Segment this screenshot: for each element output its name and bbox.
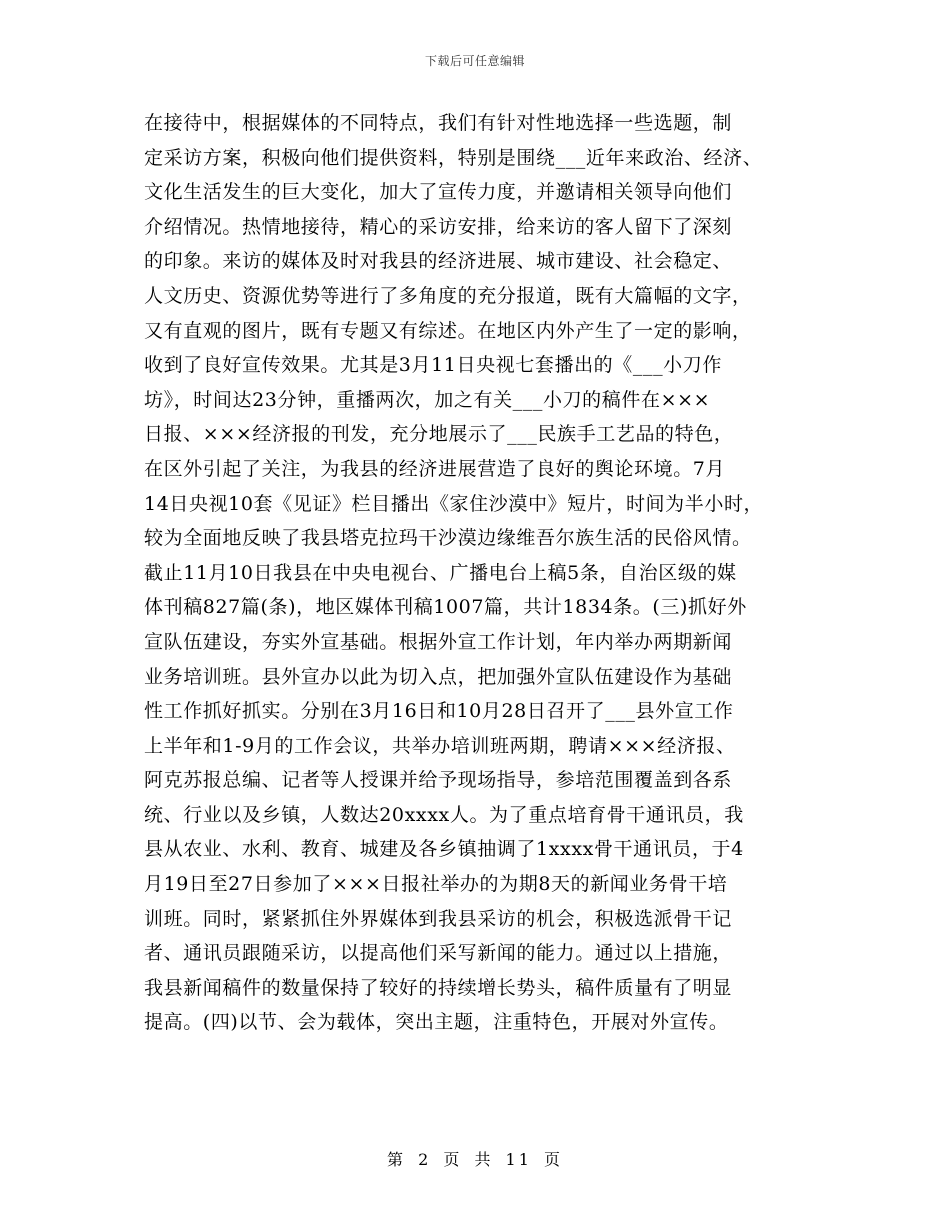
text-line: 宣队伍建设，夯实外宣基础。根据外宣工作计划，年内举办两期新闻 [144, 630, 733, 653]
text-line: 业务培训班。县外宣办以此为切入点，把加强外宣队伍建设作为基础 [144, 665, 733, 688]
page-number-footer: 第 2 页 共 11 页 [387, 1150, 563, 1169]
text-line: 统、行业以及乡镇，人数达20xxxx人。为了重点培育骨干通讯员，我 [144, 803, 744, 826]
text-line: 者、通讯员跟随采访，以提高他们采写新闻的能力。通过以上措施， [144, 942, 733, 965]
text-line: 人文历史、资源优势等进行了多角度的充分报道，既有大篇幅的文字， [144, 284, 752, 307]
text-line: 截止11月10日我县在中央电视台、广播电台上稿5条，自治区级的媒 [144, 561, 737, 584]
text-line: 我县新闻稿件的数量保持了较好的持续增长势头，稿件质量有了明显 [144, 976, 733, 999]
text-line: 阿克苏报总编、记者等人授课并给予现场指导，参培范围覆盖到各系 [144, 769, 733, 792]
text-line: 月19日至27日参加了×××日报社举办的为期8天的新闻业务骨干培 [144, 873, 728, 896]
text-line: 在接待中，根据媒体的不同特点，我们有针对性地选择一些选题，制 [144, 112, 733, 134]
text-line: 又有直观的图片，既有专题又有综述。在地区内外产生了一定的影响， [144, 319, 752, 342]
text-line: 14日央视10套《见证》栏目播出《家住沙漠中》短片，时间为半小时， [144, 492, 764, 515]
text-line: 体刊稿827篇(条)，地区媒体刊稿1007篇，共计1834条。(三)抓好外 [144, 596, 747, 619]
text-line: 训班。同时，紧紧抓住外界媒体到我县采访的机会，积极选派骨干记 [144, 907, 733, 930]
page-header: 下载后可任意编辑 [424, 54, 525, 68]
text-line: 定采访方案，积极向他们提供资料，特别是围绕___近年来政治、经济、 [144, 146, 763, 169]
text-line: 的印象。来访的媒体及时对我县的经济进展、城市建设、社会稳定、 [144, 250, 733, 273]
text-line: 收到了良好宣传效果。尤其是3月11日央视七套播出的《___小刀作 [144, 354, 722, 377]
text-line: 在区外引起了关注，为我县的经济进展营造了良好的舆论环境。7月 [144, 457, 726, 480]
text-line: 较为全面地反映了我县塔克拉玛干沙漠边缘维吾尔族生活的民俗风情。 [144, 527, 752, 550]
document-body [144, 106, 834, 1040]
text-line: 文化生活发生的巨大变化，加大了宣传力度，并邀请相关领导向他们 [144, 181, 733, 204]
text-line: 县从农业、水利、教育、城建及各乡镇抽调了1xxxx骨干通讯员，于4 [144, 838, 744, 861]
text-line: 性工作抓好抓实。分别在3月16日和10月28日召开了___县外宣工作 [144, 700, 734, 723]
text-line: 坊》，时间达23分钟，重播两次，加之有关___小刀的稿件在××× [144, 388, 711, 411]
text-line: 上半年和1-9月的工作会议，共举办培训班两期，聘请×××经济报、 [144, 734, 736, 757]
text-line: 日报、×××经济报的刊发，充分地展示了___民族手工艺品的特色， [144, 423, 734, 446]
text-line: 介绍情况。热情地接待，精心的采访安排，给来访的客人留下了深刻 [144, 215, 733, 238]
text-line: 提高。(四)以节、会为载体，突出主题，注重特色，开展对外宣传。 [144, 1011, 729, 1034]
